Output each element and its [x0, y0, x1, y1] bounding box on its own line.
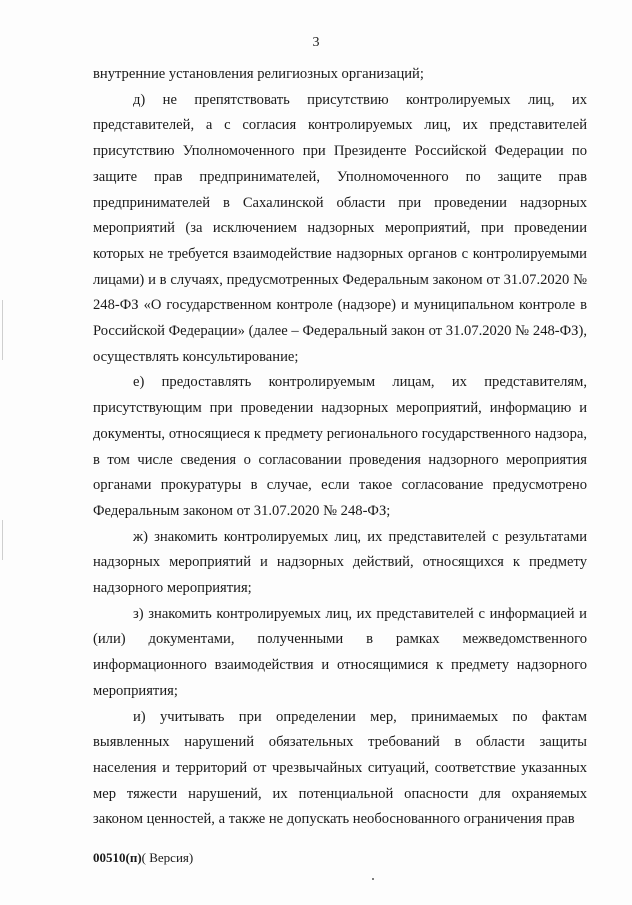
scan-margin-mark: [2, 300, 3, 360]
page-number: 3: [312, 35, 320, 50]
paragraph-item-d: д) не препятствовать присутствию контролируемых лиц, их представителей, а с согласия контролируемых лиц, их представителей присутствию Уполномоченного при Президенте Российской Федерации по защите прав предпринимателей, Уполномоченного по защите прав предпринимателей в Сахалинской области при проведении надзорных мероприятий (за исключением надзорных мероприятий, при проведении которых не требуется взаимодействие надзорных органов с контролируемыми лицами) и в случаях, предусмотренных Федеральным законом от 31.07.2020 № 248-ФЗ «О государственном контроле (надзоре) и муниципальном контроле в Российской Федерации» (далее – Федеральный закон от 31.07.2020 № 248-ФЗ), осуществлять консультирование;: [93, 91, 587, 365]
paragraph-item-e: е) предоставлять контролируемым лицам, их представителям, присутствующим при проведении надзорных мероприятий, информацию и документы, относящиеся к предмету регионального государственного надзора, в том числе сведения о согласовании проведения надзорного мероприятия органами прокуратуры в случае, если такое согласование предусмотрено Федеральным законом от 31.07.2020 № 248-ФЗ;: [93, 374, 587, 519]
document-body: [93, 62, 587, 833]
paragraph-item-i: и) учитывать при определении мер, принимаемых по фактам выявленных нарушений обязательных требований в области защиты населения и территорий от чрезвычайных ситуаций, соответствие указанных мер тяжести нарушений, их потенциальной опасности для охраняемых законом ценностей, а также не допускать необоснованного ограничения прав: [93, 708, 587, 828]
document-footer: [93, 850, 193, 866]
scan-margin-mark: [2, 520, 3, 560]
document-code: 00510(п): [93, 850, 142, 865]
paragraph-item-z: з) знакомить контролируемых лиц, их представителей с информацией и (или) документами, полученными в рамках межведомственного информационного взаимодействия и относящимися к предмету надзорного мероприятия;: [93, 605, 587, 699]
paragraph-item-zh: ж) знакомить контролируемых лиц, их представителей с результатами надзорных мероприятий и надзорных действий, относящихся к предмету надзорного мероприятия;: [93, 528, 587, 597]
document-version: ( Версия): [141, 850, 194, 865]
paragraph-continuation: внутренние установления религиозных организаций;: [93, 66, 424, 82]
scan-dot-mark: [372, 878, 374, 880]
